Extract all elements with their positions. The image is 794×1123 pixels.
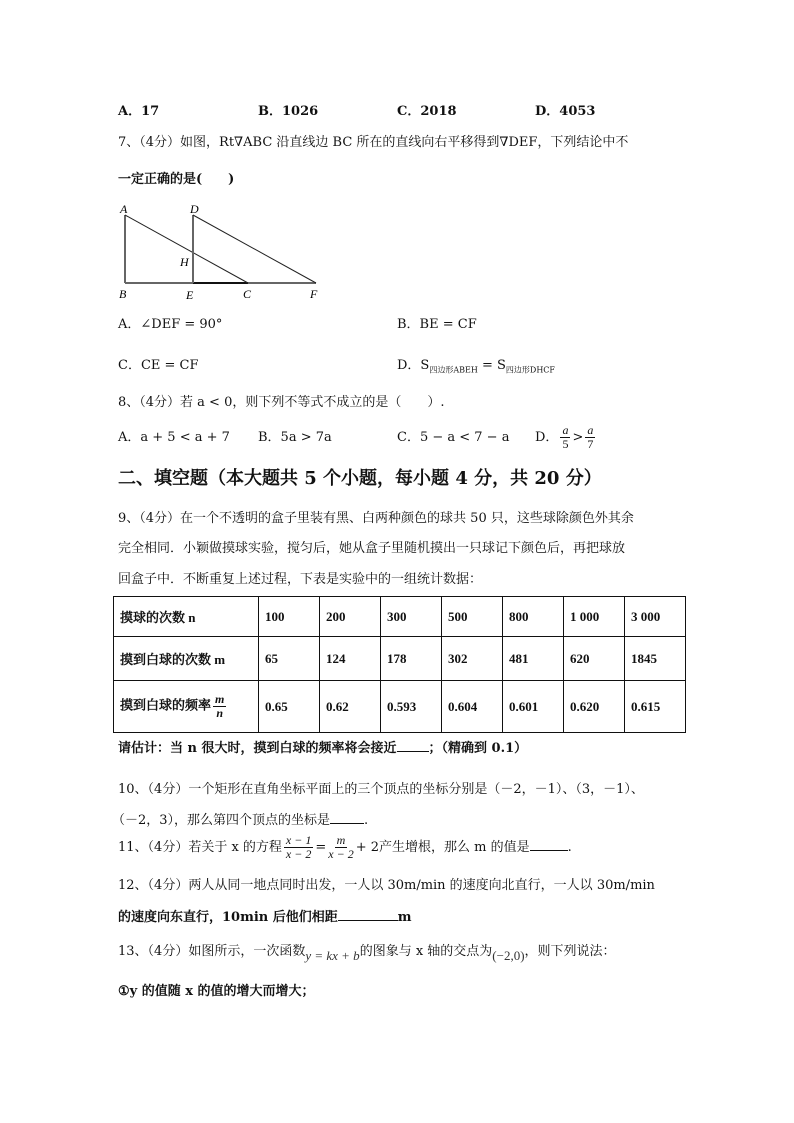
q7-d-sub1: 四边形ABEH (429, 365, 478, 375)
q13-prefix: 13、（4分）如图所示，一次函数 (118, 944, 306, 959)
label-d: D (190, 202, 199, 216)
q10-text: （－2，3），那么第四个顶点的坐标是 (112, 813, 331, 828)
q6-option-c: C．2018 (397, 104, 457, 119)
q6-option-a: A．17 (118, 104, 160, 119)
row-header-text: 摸到白球的频率 (120, 697, 212, 713)
answer-blank[interactable] (338, 908, 398, 921)
cell: 65 (259, 637, 320, 681)
section-2-title: 二、填空题（本大题共 5 个小题，每小题 4 分，共 20 分） (118, 468, 602, 489)
cell: 0.62 (320, 681, 381, 733)
label-a: A (120, 202, 128, 216)
cell: 800 (503, 597, 564, 637)
q6-option-d: D．4053 (535, 104, 596, 119)
q9-line1: 9、（4分）在一个不透明的盒子里装有黑、白两种颜色的球共 50 只，这些球除颜色外其余 (118, 511, 634, 526)
label-c: C (243, 287, 252, 301)
frac-den: x − 2 (285, 847, 312, 861)
q11-suffix: 产生增根，那么 m 的值是 (379, 840, 530, 855)
q7-d-mid: = S (477, 358, 506, 373)
q8-option-a: A．a + 5 < a + 7 (118, 430, 230, 445)
cell: 302 (442, 637, 503, 681)
equals: = (315, 840, 327, 855)
q13-line (118, 942, 616, 961)
frac-num: a (587, 423, 594, 437)
q7-option-a: A．∠DEF = 90° (118, 317, 223, 332)
q12-line1: 12、（4分）两人从同一地点同时出发，一人以 30m/min 的速度向北直行，一人以 30m/min (118, 878, 655, 893)
q10-line2 (112, 811, 368, 830)
q9-estimate-suffix: ；（精确到 0.1） (428, 741, 528, 756)
cell: 0.615 (625, 681, 686, 733)
frac-den: 7 (587, 437, 594, 451)
label-b: B (119, 287, 127, 301)
frac-den: x − 2 (328, 847, 354, 861)
cell: 300 (381, 597, 442, 637)
answer-blank[interactable] (397, 739, 429, 752)
row-header (114, 681, 259, 733)
frac-den: n (216, 706, 224, 720)
function-formula: y = kx + b (305, 948, 360, 963)
label-f: F (310, 287, 318, 301)
q7-option-b: B．BE = CF (397, 317, 477, 332)
q9-estimate-text: 请估计：当 n 很大时，摸到白球的频率将会接近 (118, 741, 397, 756)
cell: 0.601 (503, 681, 564, 733)
q8-option-b: B．5a > 7a (258, 430, 332, 445)
frac-num: a (562, 423, 569, 437)
period: . (364, 813, 369, 828)
q6-option-b: B．1026 (258, 104, 319, 119)
q10-line1: 10、（4分）一个矩形在直角坐标平面上的三个顶点的坐标分别是（－2，－1）、（3，－1）、 (118, 782, 644, 797)
q13-mid: 的图象与 x 轴的交点为 (359, 944, 493, 959)
q7-text-line1: 7、（4分）如图，Rt∇ABC 沿直线边 BC 所在的直线向右平移得到∇DEF，下列结论中不 (118, 135, 629, 150)
cell: 481 (503, 637, 564, 681)
q7-text-line2: 一定正确的是( ) (118, 172, 235, 187)
cell: 1 000 (564, 597, 625, 637)
q9-estimate (118, 739, 527, 758)
q8-option-d (535, 424, 597, 451)
cell: 500 (442, 597, 503, 637)
period: . (567, 840, 572, 855)
cell: 0.593 (381, 681, 442, 733)
cell: 0.620 (564, 681, 625, 733)
q7-d-prefix: D．S (397, 358, 430, 373)
table-row (114, 637, 686, 681)
q7-option-d (397, 357, 555, 380)
q7-d-sub2: 四边形DHCF (505, 365, 555, 375)
q12-line2 (118, 908, 412, 927)
q8-d-label: D． (535, 430, 559, 445)
cell: 1845 (625, 637, 686, 681)
cell: 100 (259, 597, 320, 637)
cell: 620 (564, 637, 625, 681)
q12-text: 的速度向东直行，10min 后他们相距 (118, 910, 338, 925)
frac-num: m (336, 833, 346, 847)
intersection-point: (−2,0) (492, 948, 525, 963)
q13-item-1: ①y 的值随 x 的值的增大而增大； (118, 984, 315, 999)
cell: 0.604 (442, 681, 503, 733)
q8-text: 8、（4分）若 a < 0，则下列不等式不成立的是（ ）. (118, 395, 445, 410)
table-row (114, 597, 686, 637)
frac-num: x − 1 (285, 833, 312, 847)
table-row (114, 681, 686, 733)
row-header: 摸到白球的次数 m (114, 637, 259, 681)
q13-suffix: ，则下列说法： (524, 944, 616, 959)
op: > (572, 430, 584, 445)
label-h: H (180, 255, 189, 269)
answer-blank[interactable] (530, 838, 568, 851)
cell: 200 (320, 597, 381, 637)
frac-num: m (215, 692, 225, 706)
q9-line2: 完全相同．小颖做摸球实验，搅匀后，她从盒子里随机摸出一只球记下颜色后，再把球放 (118, 541, 626, 556)
q7-option-c: C．CE = CF (118, 358, 199, 373)
cell: 3 000 (625, 597, 686, 637)
cell: 178 (381, 637, 442, 681)
unit: m (397, 910, 412, 925)
frac-den: 5 (562, 437, 569, 451)
row-header: 摸球的次数 n (114, 597, 259, 637)
answer-blank[interactable] (330, 811, 364, 824)
q9-stats-table (113, 596, 686, 733)
plus-term: + 2 (355, 840, 379, 855)
q8-option-c: C．5 − a < 7 − a (397, 430, 510, 445)
q11-line (118, 834, 572, 861)
label-e: E (186, 288, 194, 302)
q7-triangle-figure (110, 198, 330, 304)
q9-line3: 回盒子中．不断重复上述过程，下表是实验中的一组统计数据： (118, 572, 483, 587)
cell: 124 (320, 637, 381, 681)
q11-prefix: 11、（4分）若关于 x 的方程 (118, 840, 282, 855)
cell: 0.65 (259, 681, 320, 733)
